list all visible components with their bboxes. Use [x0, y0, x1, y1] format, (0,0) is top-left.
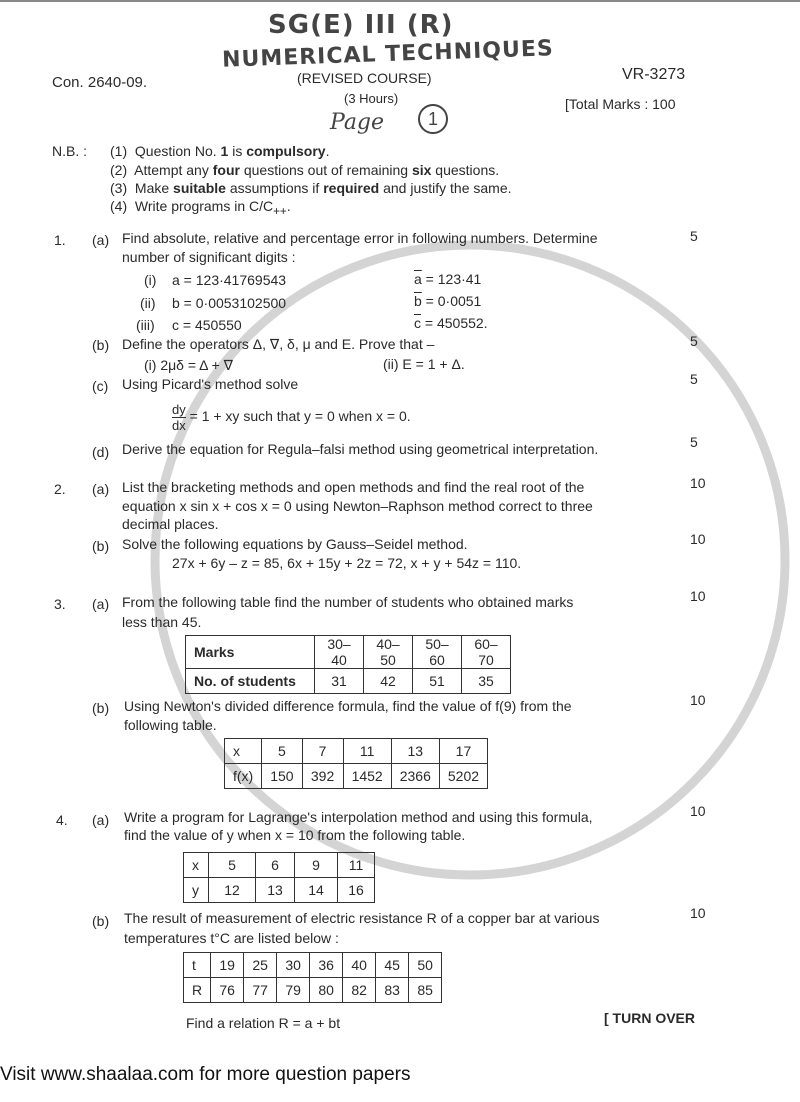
paper-code: VR-3273 — [622, 66, 686, 83]
table-row: R 76 77 79 80 82 83 85 — [184, 978, 442, 1003]
question-text: Define the operators Δ, ∇, δ, μ and E. Prove that – — [122, 336, 435, 352]
sub-label: (a) — [92, 812, 110, 828]
question-text: less than 45. — [122, 614, 202, 630]
question-text: Using Newton's divided difference formula, find the value of f(9) from the — [124, 698, 572, 714]
question-text: Derive the equation for Regula–falsi method using geometrical interpretation. — [122, 441, 599, 457]
question-text: Write a program for Lagrange's interpolation method and using this formula, — [124, 809, 593, 825]
item-value: c = 450550 — [172, 317, 242, 333]
duration: (3 Hours) — [344, 91, 399, 106]
table-row: y 12 13 14 16 — [184, 878, 375, 903]
table-row: No. of students 31 42 51 35 — [186, 669, 511, 694]
question-text: decimal places. — [122, 516, 219, 532]
equation: $\frac{dy}{dx}$ = 1 + xy such that y = 0 when x = 0. — [172, 402, 411, 433]
question-text: following table. — [124, 717, 217, 733]
sub-label: (d) — [92, 444, 110, 460]
question-text: equation x sin x + cos x = 0 using Newton–Raphson method correct to three — [122, 498, 593, 514]
item-value: b = 0·0053102500 — [172, 295, 287, 311]
marks: 5 — [690, 434, 698, 450]
marks: 10 — [690, 803, 706, 819]
marks: 10 — [690, 531, 706, 547]
marks-table — [185, 635, 511, 694]
total-marks: [Total Marks : 100 — [565, 96, 676, 112]
nb-item: (2) Attempt any four questions out of remaining six questions. — [110, 162, 500, 178]
table-row: t 19 25 30 36 40 45 50 — [184, 953, 442, 978]
handwritten-code: SG(E) III (R) — [268, 10, 454, 40]
question-text: List the bracketing methods and open methods and find the real root of the — [122, 479, 585, 495]
marks: 10 — [690, 588, 706, 604]
sub-label: (b) — [92, 700, 110, 716]
question-text: The result of measurement of electric resistance R of a copper bar at various — [124, 910, 600, 926]
sub-label: (b) — [92, 913, 110, 929]
divided-difference-table — [224, 738, 488, 789]
sub-label: (a) — [92, 232, 110, 248]
handwritten-subject: NUMERICAL TECHNIQUES — [221, 36, 555, 73]
item-no: (i) — [144, 272, 157, 288]
footer-link-text[interactable]: Visit www.shaalaa.com for more question papers — [0, 1064, 411, 1085]
sub-label: (a) — [92, 481, 110, 497]
question-text: From the following table find the number of students who obtained marks — [122, 594, 574, 610]
table-row: f(x) 150 392 1452 2366 5202 — [225, 764, 488, 789]
item-no: (iii) — [136, 317, 155, 333]
nb-item: (3) Make suitable assumptions if required and justify the same. — [110, 180, 512, 196]
question-text: Using Picard's method solve — [122, 376, 299, 392]
question-text: Solve the following equations by Gauss–Seidel method. — [122, 536, 468, 552]
table-row: x 5 7 11 13 17 — [225, 739, 488, 764]
nb-item: (4) Write programs in $C/C_{++}$. — [110, 198, 291, 218]
equation: 27x + 6y – z = 85, 6x + 15y + 2z = 72, x + y + 54z = 110. — [172, 555, 522, 571]
question-text: find the value of y when x = 10 from the following table. — [124, 827, 466, 843]
nb-item: (1) Question No. 1 is compulsory. — [110, 143, 330, 159]
handwritten-page: Page — [330, 110, 385, 135]
table-row: Marks 30–40 40–50 50–60 60–70 — [186, 636, 511, 669]
item-approx: $\overline{b} = 0\cdot 0051$ — [414, 293, 482, 309]
sub-label: (b) — [92, 538, 110, 554]
marks: 5 — [690, 333, 698, 349]
marks: 10 — [690, 692, 706, 708]
sub-label: (c) — [92, 378, 109, 394]
lagrange-table — [183, 852, 375, 903]
item-approx: $\overline{a} = 123\cdot 41$ — [414, 271, 482, 287]
item-value: a = 123·41769543 — [172, 272, 287, 288]
handwritten-page-number: 1 — [418, 104, 448, 134]
resistance-table — [183, 952, 442, 1003]
marks: 5 — [690, 371, 698, 387]
item-approx: $\overline{c} = 450552$. — [414, 315, 488, 331]
question-text: number of significant digits : — [122, 249, 296, 265]
marks: 5 — [690, 228, 698, 244]
question-text: (ii) E = 1 + Δ. — [383, 356, 465, 372]
marks: 10 — [690, 475, 706, 491]
question-number: 1. — [54, 232, 66, 248]
course-type: (REVISED COURSE) — [297, 70, 432, 86]
nb-label: N.B. : — [52, 143, 88, 159]
question-text: temperatures t°C are listed below : — [124, 930, 339, 946]
question-number: 2. — [54, 481, 66, 497]
question-text: Find a relation R = a + bt — [186, 1015, 341, 1031]
turn-over: [ TURN OVER — [604, 1010, 695, 1026]
marks: 10 — [690, 905, 706, 921]
question-text: Find absolute, relative and percentage error in following numbers. Determine — [122, 230, 598, 246]
table-row: x 5 6 9 11 — [184, 853, 375, 878]
sub-label: (a) — [92, 596, 110, 612]
question-number: 4. — [56, 812, 68, 828]
question-text: (i) 2μδ = Δ + ∇ — [144, 357, 234, 373]
question-number: 3. — [54, 596, 66, 612]
sub-label: (b) — [92, 337, 110, 353]
con-number: Con. 2640-09. — [52, 74, 148, 91]
item-no: (ii) — [140, 295, 156, 311]
